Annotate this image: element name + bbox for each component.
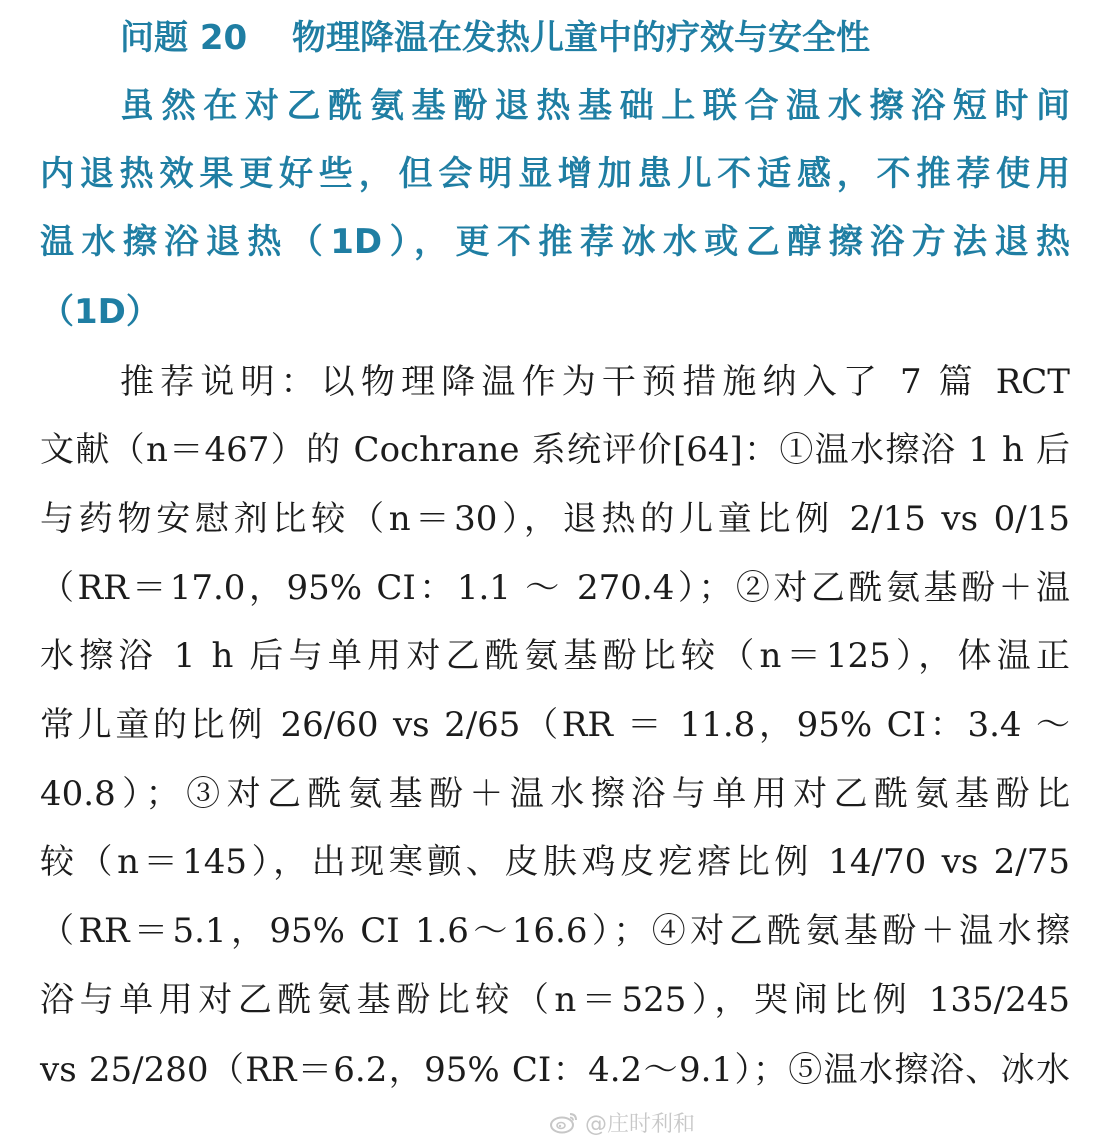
weibo-logo-icon: [549, 1110, 579, 1134]
explanation-line: 常儿童的比例 26/60 vs 2/65（RR ＝ 11.8，95% CI：3.4 ～: [40, 705, 1070, 745]
recommendation-line: 内退热效果更好些，但会明显增加患儿不适感，不推荐使用: [40, 154, 1070, 194]
recommendation-line: 虽然在对乙酰氨基酚退热基础上联合温水擦浴短时间: [120, 86, 1070, 126]
explanation-line: 较（n＝145），出现寒颤、皮肤鸡皮疙瘩比例 14/70 vs 2/75: [40, 842, 1070, 882]
recommendation-line: 温水擦浴退热（1D），更不推荐冰水或乙醇擦浴方法退热: [40, 222, 1070, 262]
explanation-line: 文献（n＝467）的 Cochrane 系统评价[64]：①温水擦浴 1 h 后: [40, 430, 1070, 470]
explanation-line: （RR＝5.1，95% CI 1.6～16.6）；④对乙酰氨基酚＋温水擦: [40, 911, 1070, 951]
explanation-line: （RR＝17.0，95% CI：1.1 ～ 270.4）；②对乙酰氨基酚＋温: [40, 568, 1070, 608]
section-heading: [0, 4, 1115, 73]
watermark: [549, 1108, 695, 1136]
explanation-line: 40.8）；③对乙酰氨基酚＋温水擦浴与单用对乙酰氨基酚比: [40, 774, 1070, 814]
recommendation-line: （1D）: [40, 292, 160, 332]
explanation-line: vs 25/280（RR＝6.2，95% CI：4.2～9.1）；⑤温水擦浴、冰水: [40, 1050, 1070, 1090]
explanation-line: 推荐说明：以物理降温作为干预措施纳入了 7 篇 RCT: [120, 362, 1070, 402]
watermark-text: @庄时利和: [584, 1111, 695, 1137]
question-number: 问题 20: [120, 18, 248, 58]
explanation-line: 与药物安慰剂比较（n＝30），退热的儿童比例 2/15 vs 0/15: [40, 499, 1070, 539]
explanation-line: 浴与单用对乙酰氨基酚比较（n＝525），哭闹比例 135/245: [40, 980, 1070, 1020]
question-title: 物理降温在发热儿童中的疗效与安全性: [292, 18, 870, 58]
explanation-line: 水擦浴 1 h 后与单用对乙酰氨基酚比较（n＝125），体温正: [40, 636, 1070, 676]
